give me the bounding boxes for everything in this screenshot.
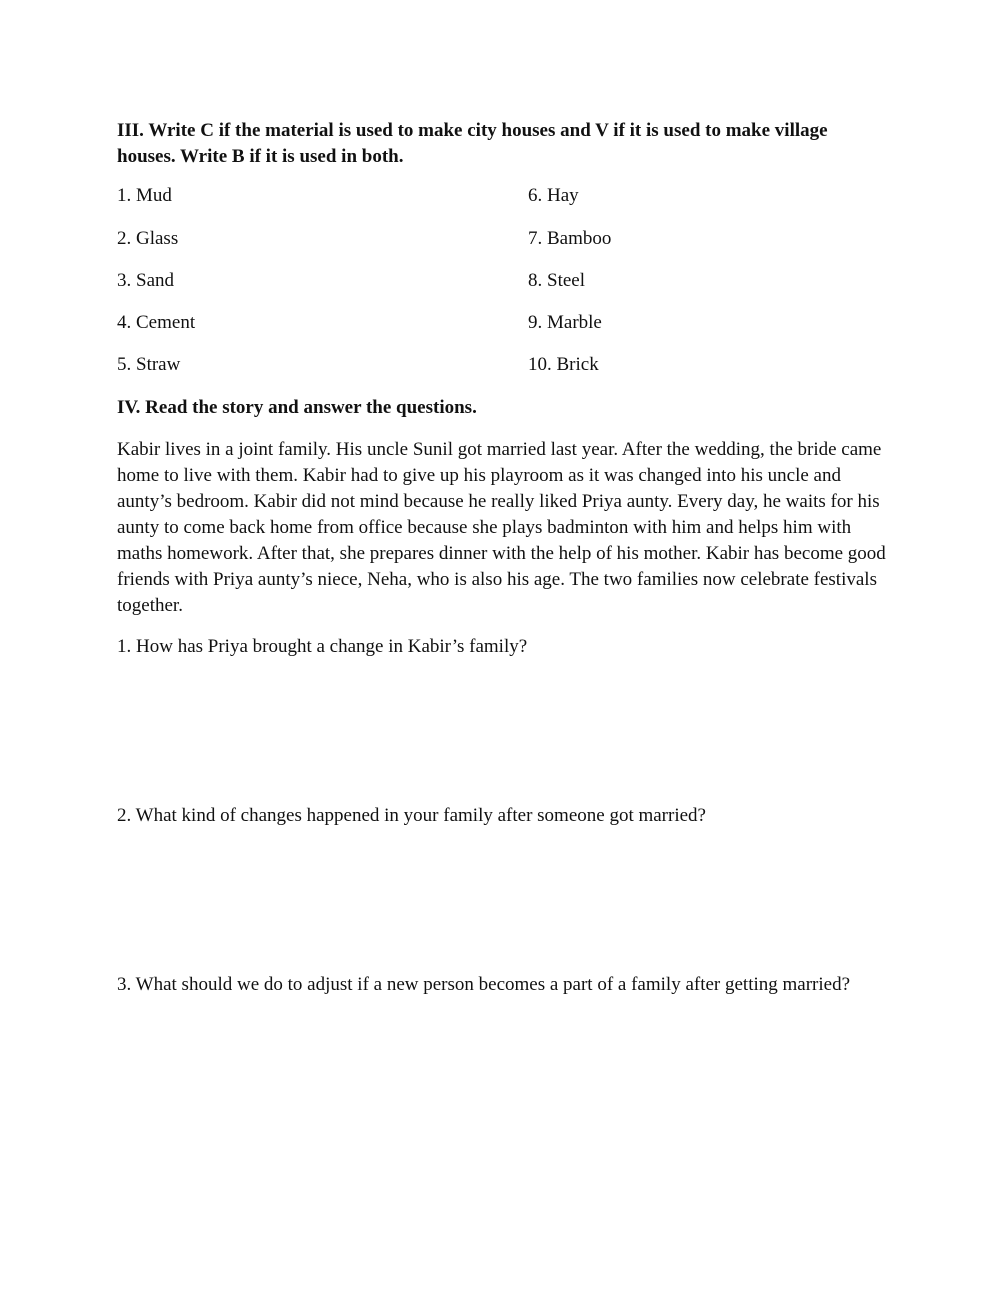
material-item: 3. Sand (117, 270, 174, 291)
material-item: 2. Glass (117, 228, 179, 249)
question-1: 1. How has Priya brought a change in Kabir’s family? (117, 636, 528, 657)
material-item: 5. Straw (117, 354, 181, 375)
section-4-heading: IV. Read the story and answer the questions. (117, 397, 477, 418)
material-item: 4. Cement (117, 312, 196, 333)
material-item: 1. Mud (117, 185, 172, 206)
material-item: 9. Marble (528, 312, 602, 333)
material-item: 7. Bamboo (528, 228, 612, 249)
material-item: 10. Brick (528, 354, 599, 375)
material-item: 8. Steel (528, 270, 585, 291)
section-3-heading: III. Write C if the material is used to make city houses and V if it is used to make village houses. Write B if it is used in both. (117, 120, 828, 167)
material-item: 6. Hay (528, 185, 579, 206)
question-3: 3. What should we do to adjust if a new person becomes a part of a family after getting married? (117, 974, 851, 995)
story-paragraph: Kabir lives in a joint family. His uncle Sunil got married last year. After the wedding, the bride came home to live with them. Kabir had to give up his playroom as it was changed into his uncle and aunty’s bedroom. Kabir did not mind because he really liked Priya aunty. Every day, he waits for his aunty to come back home from office because she plays badminton with him and helps him with maths homework. After that, she prepares dinner with the help of his mother. Kabir has become good friends with Priya aunty’s niece, Neha, who is also his age. The two families now celebrate festivals together. (117, 439, 886, 616)
question-2: 2. What kind of changes happened in your family after someone got married? (117, 805, 706, 826)
